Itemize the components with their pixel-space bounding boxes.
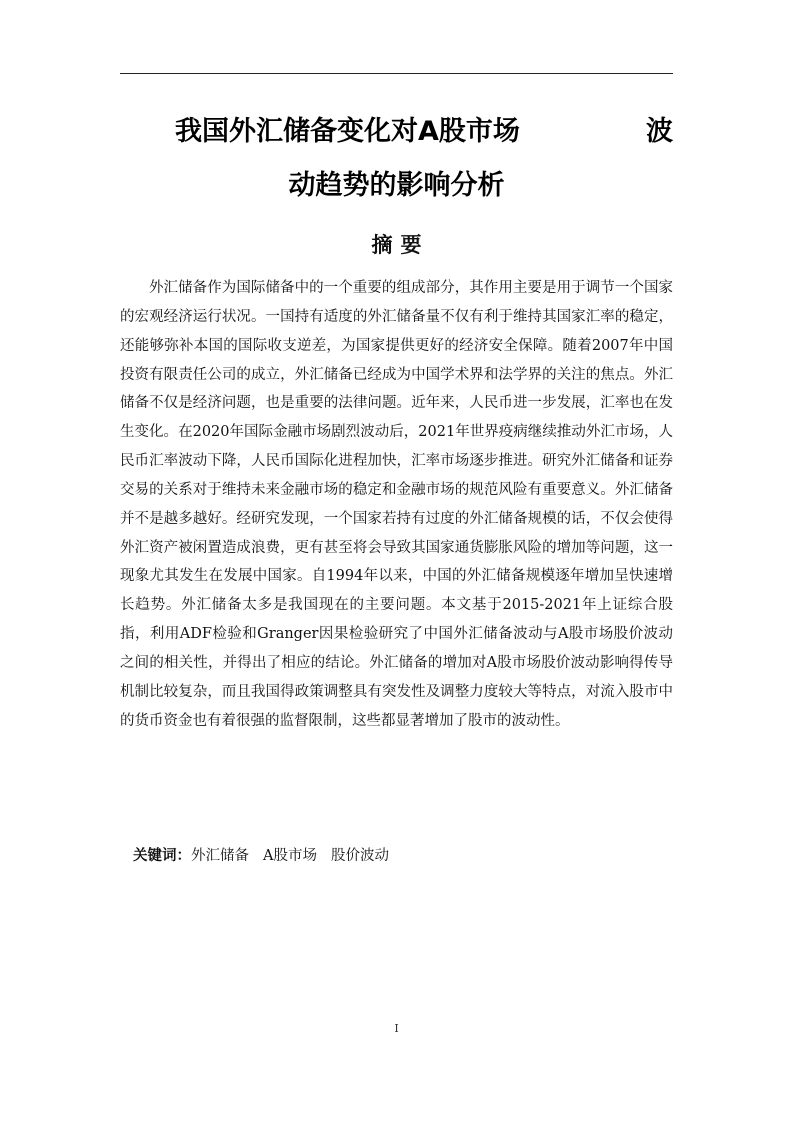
document-title-line-1: [120, 112, 673, 152]
header-rule: [120, 73, 673, 74]
page-number: I: [394, 1022, 399, 1035]
keyword-item: 外汇储备: [191, 848, 249, 864]
title-tail-text: 波: [646, 116, 673, 147]
title-main-text: 我国外汇储备变化对A股市场: [175, 116, 520, 147]
abstract-heading: 摘要: [371, 233, 430, 257]
keywords-label: 关键词：: [133, 848, 191, 864]
keyword-item: 股价波动: [330, 848, 389, 864]
keywords-line: [133, 842, 403, 870]
document-title-line-2: 动趋势的影响分析: [288, 170, 505, 201]
keyword-item: A股市场: [263, 848, 317, 864]
abstract-body: 外汇储备作为国际储备中的一个重要的组成部分，其作用主要是用于调节一个国家的宏观经济运行状况。一国持有适度的外汇储备量不仅有利于维持其国家汇率的稳定，还能够弥补本国的国际收支逆差，为国家提供更好的经济安全保障。随着2007年中国投资有限责任公司的成立，外汇储备已经成为中国学术界和法学界的关注的焦点。外汇储备不仅是经济问题，也是重要的法律问题。近年来，人民币进一步发展，汇率也在发生变化。在2020年国际金融市场剧烈波动后，2021年世界疫病继续推动外汇市场，人民币汇率波动下降，人民币国际化进程加快，汇率市场逐步推进。研究外汇储备和证券交易的关系对于维持未来金融市场的稳定和金融市场的规范风险有重要意义。外汇储备并不是越多越好。经研究发现，一个国家若持有过度的外汇储备规模的话，不仅会使得外汇资产被闲置造成浪费，更有甚至将会导致其国家通货膨胀风险的增加等问题，这一现象尤其发生在发展中国家。自1994年以来，中国的外汇储备规模逐年增加呈快速增长趋势。外汇储备太多是我国现在的主要问题。本文基于2015-2021年上证综合股指，利用ADF检验和Granger因果检验研究了中国外汇储备波动与A股市场股价波动之间的相关性，并得出了相应的结论。外汇储备的增加对A股市场股价波动影响得传导机制比较复杂，而且我国得政策调整具有突发性及调整力度较大等特点，对流入股市中的货币资金也有着很强的监督限制，这些都显著增加了股市的波动性。: [120, 280, 673, 729]
